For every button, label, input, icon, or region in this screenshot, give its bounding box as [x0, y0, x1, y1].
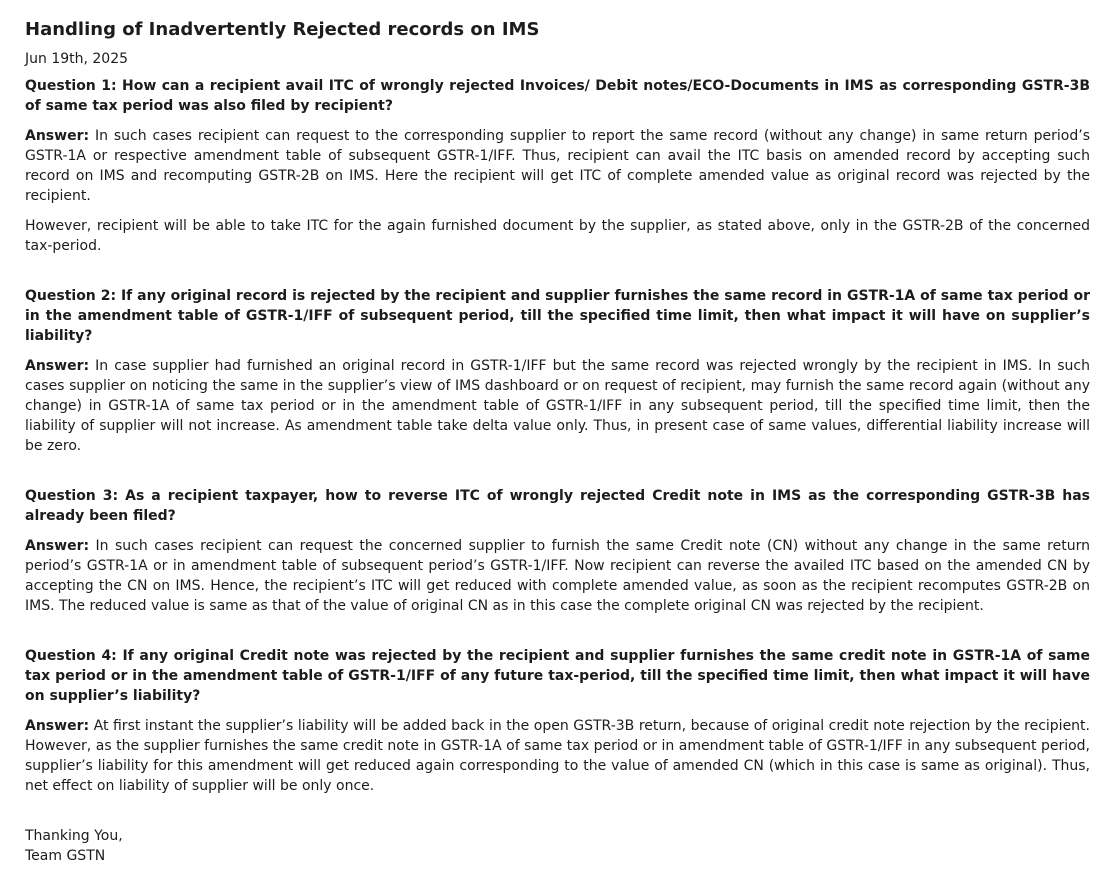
answer-4-text: At first instant the supplier’s liability will be added back in the open GSTR-3B return, because of original credit note rejection by the recipient. However, as the supplier furnishes the same credit note in GSTR-1A of same tax period or in amendment table of GSTR-1/IFF in any subsequent period, supplier’s liability for this amendment will get reduced again corresponding to the value of amended CN (which in this case is same as original). Thus, net effect on liability of supplier will be only once. [25, 718, 1090, 794]
answer-label: Answer: [25, 718, 90, 734]
closing-line-2: Team GSTN [25, 848, 106, 864]
answer-label: Answer: [25, 538, 90, 554]
answer-1-extra: However, recipient will be able to take ITC for the again furnished document by the supplier, as stated above, only in the GSTR-2B of the concerned tax-period. [25, 218, 1090, 254]
question-3: Question 3: As a recipient taxpayer, how to reverse ITC of wrongly rejected Credit note in IMS as the corresponding GSTR-3B has already been filed? [25, 488, 1090, 524]
answer-2-text: In case supplier had furnished an original record in GSTR-1/IFF but the same record was rejected wrongly by the recipient in IMS. In such cases supplier on noticing the same in the supplier’s view of IMS dashboard or on request of recipient, may furnish the same record again (without any change) in GSTR-1A of same tax period or in the amendment table of GSTR-1/IFF in any subsequent period, till the specified time limit, then the liability of supplier will not increase. As amendment table take delta value only. Thus, in present case of same values, differential liability increase will be zero. [25, 358, 1091, 454]
closing-signature [25, 826, 1090, 866]
faq-block-3 [25, 486, 1090, 616]
question-1: Question 1: How can a recipient avail ITC of wrongly rejected Invoices/ Debit notes/ECO-Documents in IMS as corresponding GSTR-3B of same tax period was also filed by recipient? [25, 78, 1090, 114]
answer-label: Answer: [25, 128, 90, 144]
answer-4 [25, 716, 1090, 796]
faq-block-1 [25, 76, 1090, 256]
answer-label: Answer: [25, 358, 90, 374]
question-4: Question 4: If any original Credit note was rejected by the recipient and supplier furnishes the same credit note in GSTR-1A of same tax period or in the amendment table of GSTR-1/IFF of any future tax-period, till the specified time limit, then what impact it will have on supplier’s liability? [25, 648, 1090, 704]
page-title: Handling of Inadvertently Rejected records on IMS [25, 19, 540, 40]
answer-2 [25, 356, 1090, 456]
answer-3-text: In such cases recipient can request the concerned supplier to furnish the same Credit note (CN) without any change in the same return period’s GSTR-1A or in amendment table of subsequent period’s GSTR-1/IFF. Now recipient can reverse the availed ITC based on the amended CN by accepting the CN on IMS. Hence, the recipient’s ITC will get reduced with complete amended value, as soon as the recipient recomputes GSTR-2B on IMS. The reduced value is same as that of the value of original CN as in this case the complete original CN was rejected by the recipient. [25, 538, 1090, 614]
article [25, 18, 1090, 866]
publish-date: Jun 19th, 2025 [25, 51, 129, 67]
answer-3 [25, 536, 1090, 616]
answer-1 [25, 126, 1090, 206]
question-2: Question 2: If any original record is rejected by the recipient and supplier furnishes the same record in GSTR-1A of same tax period or in the amendment table of GSTR-1/IFF of subsequent period, till the specified time limit, then what impact it will have on supplier’s liability? [25, 288, 1090, 344]
closing-line-1: Thanking You, [25, 828, 123, 844]
faq-block-2 [25, 286, 1090, 456]
faq-block-4 [25, 646, 1090, 796]
answer-1-text: In such cases recipient can request to the corresponding supplier to report the same record (without any change) in same return period’s GSTR-1A or respective amendment table of subsequent GSTR-1/IFF. Thus, recipient can avail the ITC basis on amended record by accepting such record on IMS and recomputing GSTR-2B on IMS. Here the recipient will get ITC of complete amended value as original record was rejected by the recipient. [25, 128, 1091, 204]
